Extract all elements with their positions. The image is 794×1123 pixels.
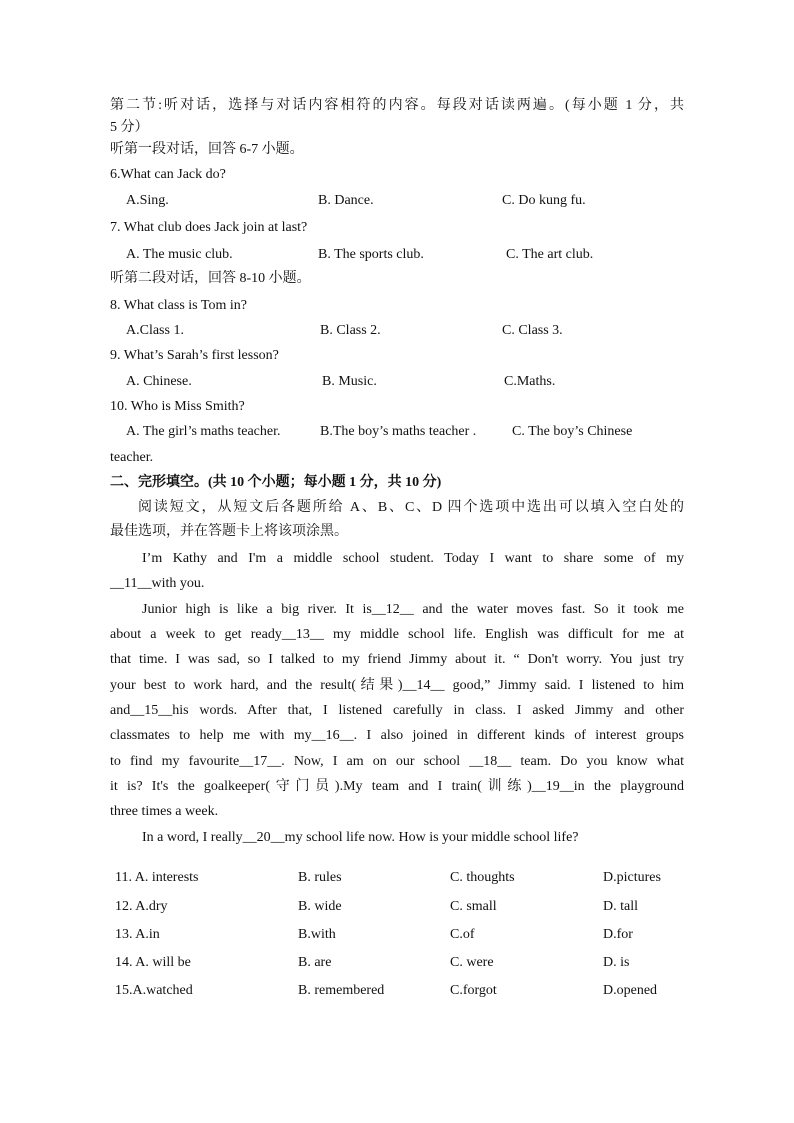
answer-option: C.of: [450, 927, 475, 942]
option-c: C.Maths.: [504, 374, 556, 389]
option-b: B. Music.: [322, 374, 377, 389]
answer-option: C. thoughts: [450, 870, 515, 885]
option-b: B.The boy’s maths teacher .: [320, 424, 477, 439]
cloze-instruction-line2: 最佳选项，并在答题卡上将该项涂黑。: [110, 524, 348, 539]
passage-line: and__15__his words. After that, I listened carefully in class. I asked Jimmy and other: [110, 703, 684, 718]
passage-line: that time. I was sad, so I talked to my friend Jimmy about it. “ Don't worry. You just try: [110, 652, 684, 667]
cloze-instruction-line1: 阅读短文，从短文后各题所给 A、B、C、D 四个选项中选出可以填入空白处的: [138, 500, 684, 515]
question-10: 10. Who is Miss Smith?: [110, 399, 245, 414]
question-9-options: [110, 372, 684, 392]
question-6: 6.What can Jack do?: [110, 167, 226, 182]
option-b: B. Dance.: [318, 193, 374, 208]
answer-option: 11. A. interests: [115, 870, 199, 885]
passage-line: three times a week.: [110, 804, 219, 819]
passage-line: I’m Kathy and I'm a middle school student. Today I want to share some of my: [142, 551, 684, 566]
dialogue2-instruction: 听第二段对话，回答 8-10 小题。: [110, 271, 311, 286]
answer-option: D. is: [603, 955, 630, 970]
answer-option: C. were: [450, 955, 494, 970]
question-6-options: [110, 191, 684, 211]
passage-line: it is? It's the goalkeeper(守门员).My team and I train(训练)__19__in the playground: [110, 779, 684, 794]
answer-option: B. remembered: [298, 983, 385, 998]
passage-line: In a word, I really__20__my school life now. How is your middle school life?: [142, 830, 579, 845]
answer-option: D.pictures: [603, 870, 661, 885]
answer-option: D.opened: [603, 983, 658, 998]
answer-option: D.for: [603, 927, 633, 942]
passage-line: your best to work hard, and the result(结果)__14__ good,” Jimmy said. I listened to him: [110, 678, 684, 693]
answer-option: C. small: [450, 899, 497, 914]
question-7: 7. What club does Jack join at last?: [110, 220, 308, 235]
option-c: C. The boy’s Chinese: [512, 424, 633, 439]
passage-line: to find my favourite__17__. Now, I am on our school __18__ team. Do you know what: [110, 754, 684, 769]
answer-option: C.forgot: [450, 983, 497, 998]
question-8: 8. What class is Tom in?: [110, 298, 247, 313]
question-9: 9. What’s Sarah’s first lesson?: [110, 348, 279, 363]
answer-row-15: [110, 981, 684, 1001]
answer-option: 15.A.watched: [115, 983, 193, 998]
listening-heading-line2: 5 分）: [110, 120, 149, 135]
option-c: C. Do kung fu.: [502, 193, 586, 208]
option-c: C. The art club.: [506, 247, 594, 262]
option-a: A.Sing.: [126, 193, 169, 208]
answer-row-11: [110, 868, 684, 888]
question-8-options: [110, 321, 684, 341]
answer-option: D. tall: [603, 899, 638, 914]
answer-row-13: [110, 925, 684, 945]
option-b: B. Class 2.: [320, 323, 381, 338]
answer-option: B. wide: [298, 899, 342, 914]
answer-option: 14. A. will be: [115, 955, 191, 970]
cloze-heading: 二、完形填空。(共 10 个小题；每小题 1 分，共 10 分): [110, 475, 442, 490]
answer-option: 13. A.in: [115, 927, 160, 942]
passage-line: __11__with you.: [110, 576, 205, 591]
option-a: A.Class 1.: [126, 323, 184, 338]
answer-row-12: [110, 897, 684, 917]
option-a: A. The girl’s maths teacher.: [126, 424, 281, 439]
answer-option: B.with: [298, 927, 336, 942]
option-a: A. The music club.: [126, 247, 233, 262]
answer-option: B. rules: [298, 870, 342, 885]
answer-option: 12. A.dry: [115, 899, 168, 914]
answer-option: B. are: [298, 955, 332, 970]
answer-row-14: [110, 953, 684, 973]
passage-line: about a week to get ready__13__ my middle school life. English was difficult for me at: [110, 627, 684, 642]
option-c: C. Class 3.: [502, 323, 563, 338]
option-b: B. The sports club.: [318, 247, 424, 262]
passage-line: Junior high is like a big river. It is__12__ and the water moves fast. So it took me: [142, 602, 684, 617]
dialogue1-instruction: 听第一段对话，回答 6-7 小题。: [110, 142, 304, 157]
question-7-options: [110, 245, 684, 265]
option-a: A. Chinese.: [126, 374, 192, 389]
passage-line: classmates to help me with my__16__. I also joined in different kinds of interest groups: [110, 728, 684, 743]
listening-heading-line1: 第二节:听对话，选择与对话内容相符的内容。每段对话读两遍。(每小题 1 分，共: [110, 98, 684, 113]
question-10-option-c-wrap: teacher.: [110, 450, 154, 465]
question-10-options: [110, 422, 684, 442]
